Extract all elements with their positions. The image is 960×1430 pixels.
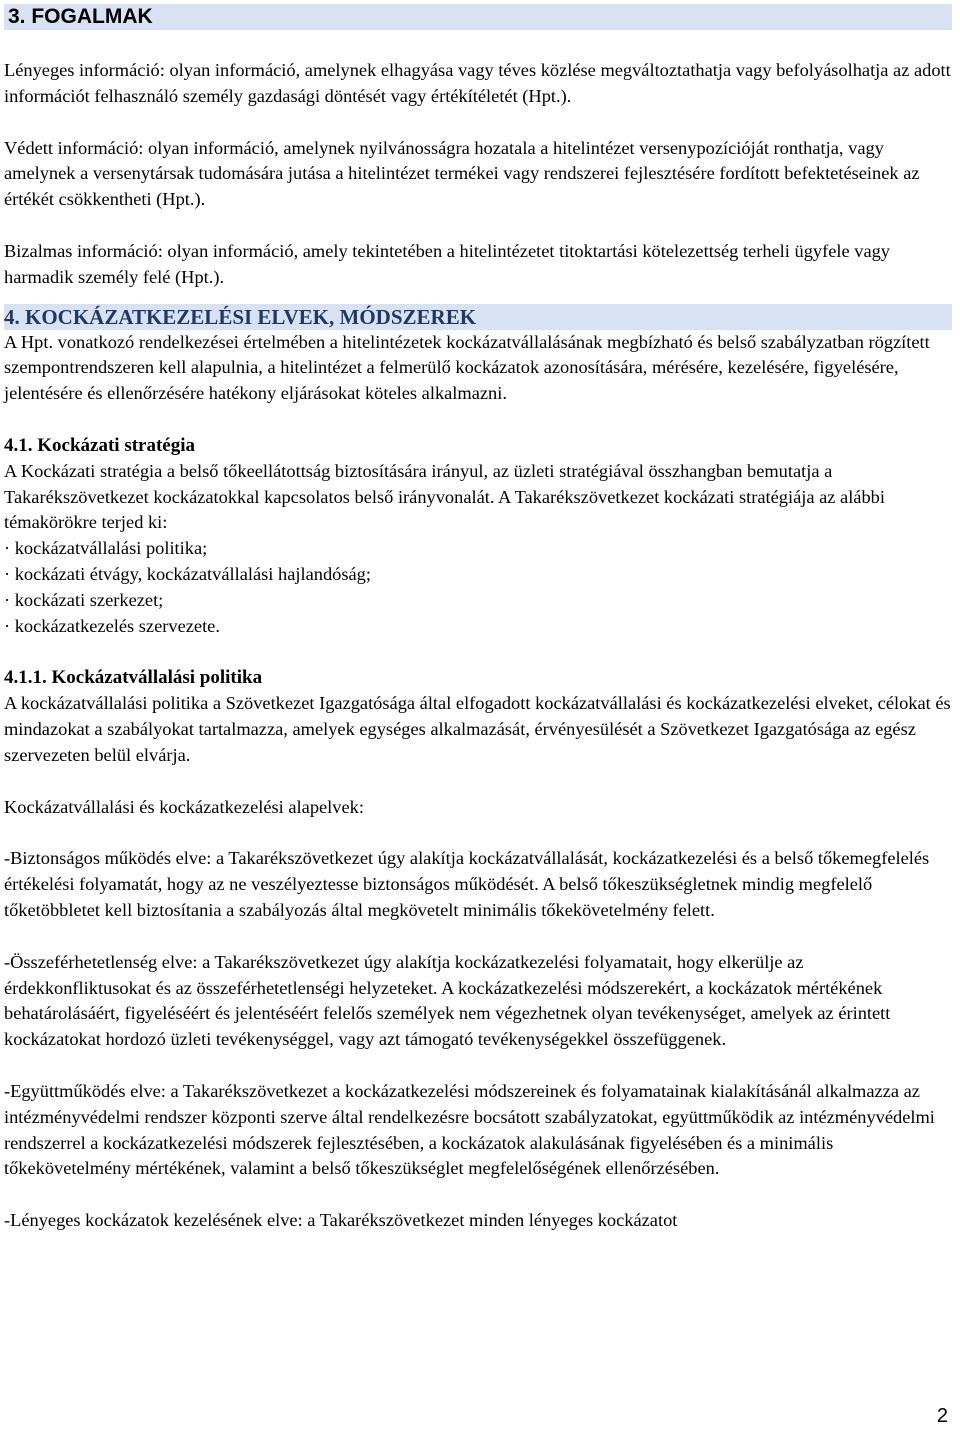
subsection-heading-risk-policy: 4.1.1. Kockázatvállalási politika <box>4 667 263 689</box>
section-heading-risk-principles: 4. KOCKÁZATKEZELÉSI ELVEK, MÓDSZEREK <box>4 304 952 330</box>
list-item: · kockázatkezelés szervezete. <box>4 615 220 636</box>
principle-cooperation: -Együttműködés elve: a Takarékszövetkezet a kockázatkezelési módszereinek és folyamatainak kialakításánál alkalmazza az intézményvédelmi rendszer központi szerve által rendelkezésre bocsátott szabályzatokat, együttműködik az intézményvédelmi rendszerrel a kockázatkezelési módszerek fejlesztésében, a kockázatok alakulásának figyelésében és a minimális tőkekövetelmény mértékének, valamint a belső tőkeszükséglet megfelelőségének ellenőrzésében. <box>4 1080 935 1179</box>
section-heading-fogalmak: 3. FOGALMAK <box>4 4 952 30</box>
list-item: · kockázati étvágy, kockázatvállalási hajlandóság; <box>4 563 371 584</box>
principle-material-risks: -Lényeges kockázatok kezelésének elve: a Takarékszövetkezet minden lényeges kockázatot <box>4 1210 678 1231</box>
principle-safe-operation: -Biztonságos működés elve: a Takarékszövetkezet úgy alakítja kockázatvállalását, kockázatkezelési és a belső tőkemegfelelés értékelési folyamatát, hogy az ne veszélyeztesse biztonságos működését. A belső tőkeszükségletnek mindig megfelelő tőketöbbletet kell biztosítania a szabályozás által megkövetelt minimális tőkekövetelmény felett. <box>4 848 930 920</box>
risk-strategy-paragraph: A Kockázati stratégia a belső tőkeellátottság biztosítására irányul, az üzleti stratégiával összhangban bemutatja a Takarékszövetkezet kockázatokkal kapcsolatos belső irányvonalát. A Takarékszövetkezet kockázati stratégiája az alábbi témakörökre terjed ki: <box>4 460 885 533</box>
risk-principles-paragraph: A Hpt. vonatkozó rendelkezései értelmében a hitelintézetek kockázatvállalásának megbízható és belső szabályzatban rögzített szempontrendszeren kell alapulnia, a hitelintézet a felmerülő kockázatok azonosítására, mérésére, kezelésére, figyelésére, jelentésére és ellenőrzésére hatékony eljárásokat köteles alkalmazni. <box>4 331 930 404</box>
principles-intro: Kockázatvállalási és kockázatkezelési alapelvek: <box>4 796 364 817</box>
list-item: · kockázatvállalási politika; <box>4 538 208 559</box>
page-number: 2 <box>936 1405 948 1427</box>
definition-confidential-information: Bizalmas információ: olyan információ, amely tekintetében a hitelintézetet titoktartási kötelezettség terheli ügyfele vagy harmadik személy felé (Hpt.). <box>4 240 890 287</box>
definition-protected-information: Védett információ: olyan információ, amelynek nyilvánosságra hozatala a hitelintézet versenypozícióját ronthatja, vagy amelynek a versenytársak tudomására jutása a hitelintézet termékei vagy rendszerei fejlesztésére fordított befektetéseinek az értékét csökkentheti (Hpt.). <box>4 137 920 210</box>
subsection-heading-risk-strategy: 4.1. Kockázati stratégia <box>4 434 196 456</box>
definition-material-information: Lényeges információ: olyan információ, amelynek elhagyása vagy téves közlése megváltoztathatja vagy befolyásolhatja az adott információt felhasználó személy gazdasági döntését vagy értékítéletét (Hpt.). <box>4 60 951 106</box>
list-item: · kockázati szerkezet; <box>4 589 164 610</box>
risk-strategy-list <box>4 536 952 639</box>
principle-conflict-of-interest: -Összeférhetetlenség elve: a Takarékszövetkezet úgy alakítja kockázatkezelési folyamatait, hogy elkerülje az érdekkonfliktusokat és az összeférhetetlenségi helyzeteket. A kockázatkezelési módszerekért, a kockázatok mértékének behatárolásáért, figyeléséért és jelentéséért felelős személyek nem végezhetnek olyan tevékenységet, amelyek az érintett kockázatokat hordozó üzleti tevékenységgel, vagy azt támogató tevékenységekkel összefüggenek. <box>4 951 891 1050</box>
document-page <box>4 4 952 1234</box>
risk-policy-paragraph: A kockázatvállalási politika a Szövetkezet Igazgatósága által elfogadott kockázatvállalási és kockázatkezelési elveket, célokat és mindazokat a szabályokat tartalmazza, amelyek egységes alkalmazását, érvényesülését a Szövetkezet Igazgatósága az egész szervezeten belül elvárja. <box>4 693 951 765</box>
